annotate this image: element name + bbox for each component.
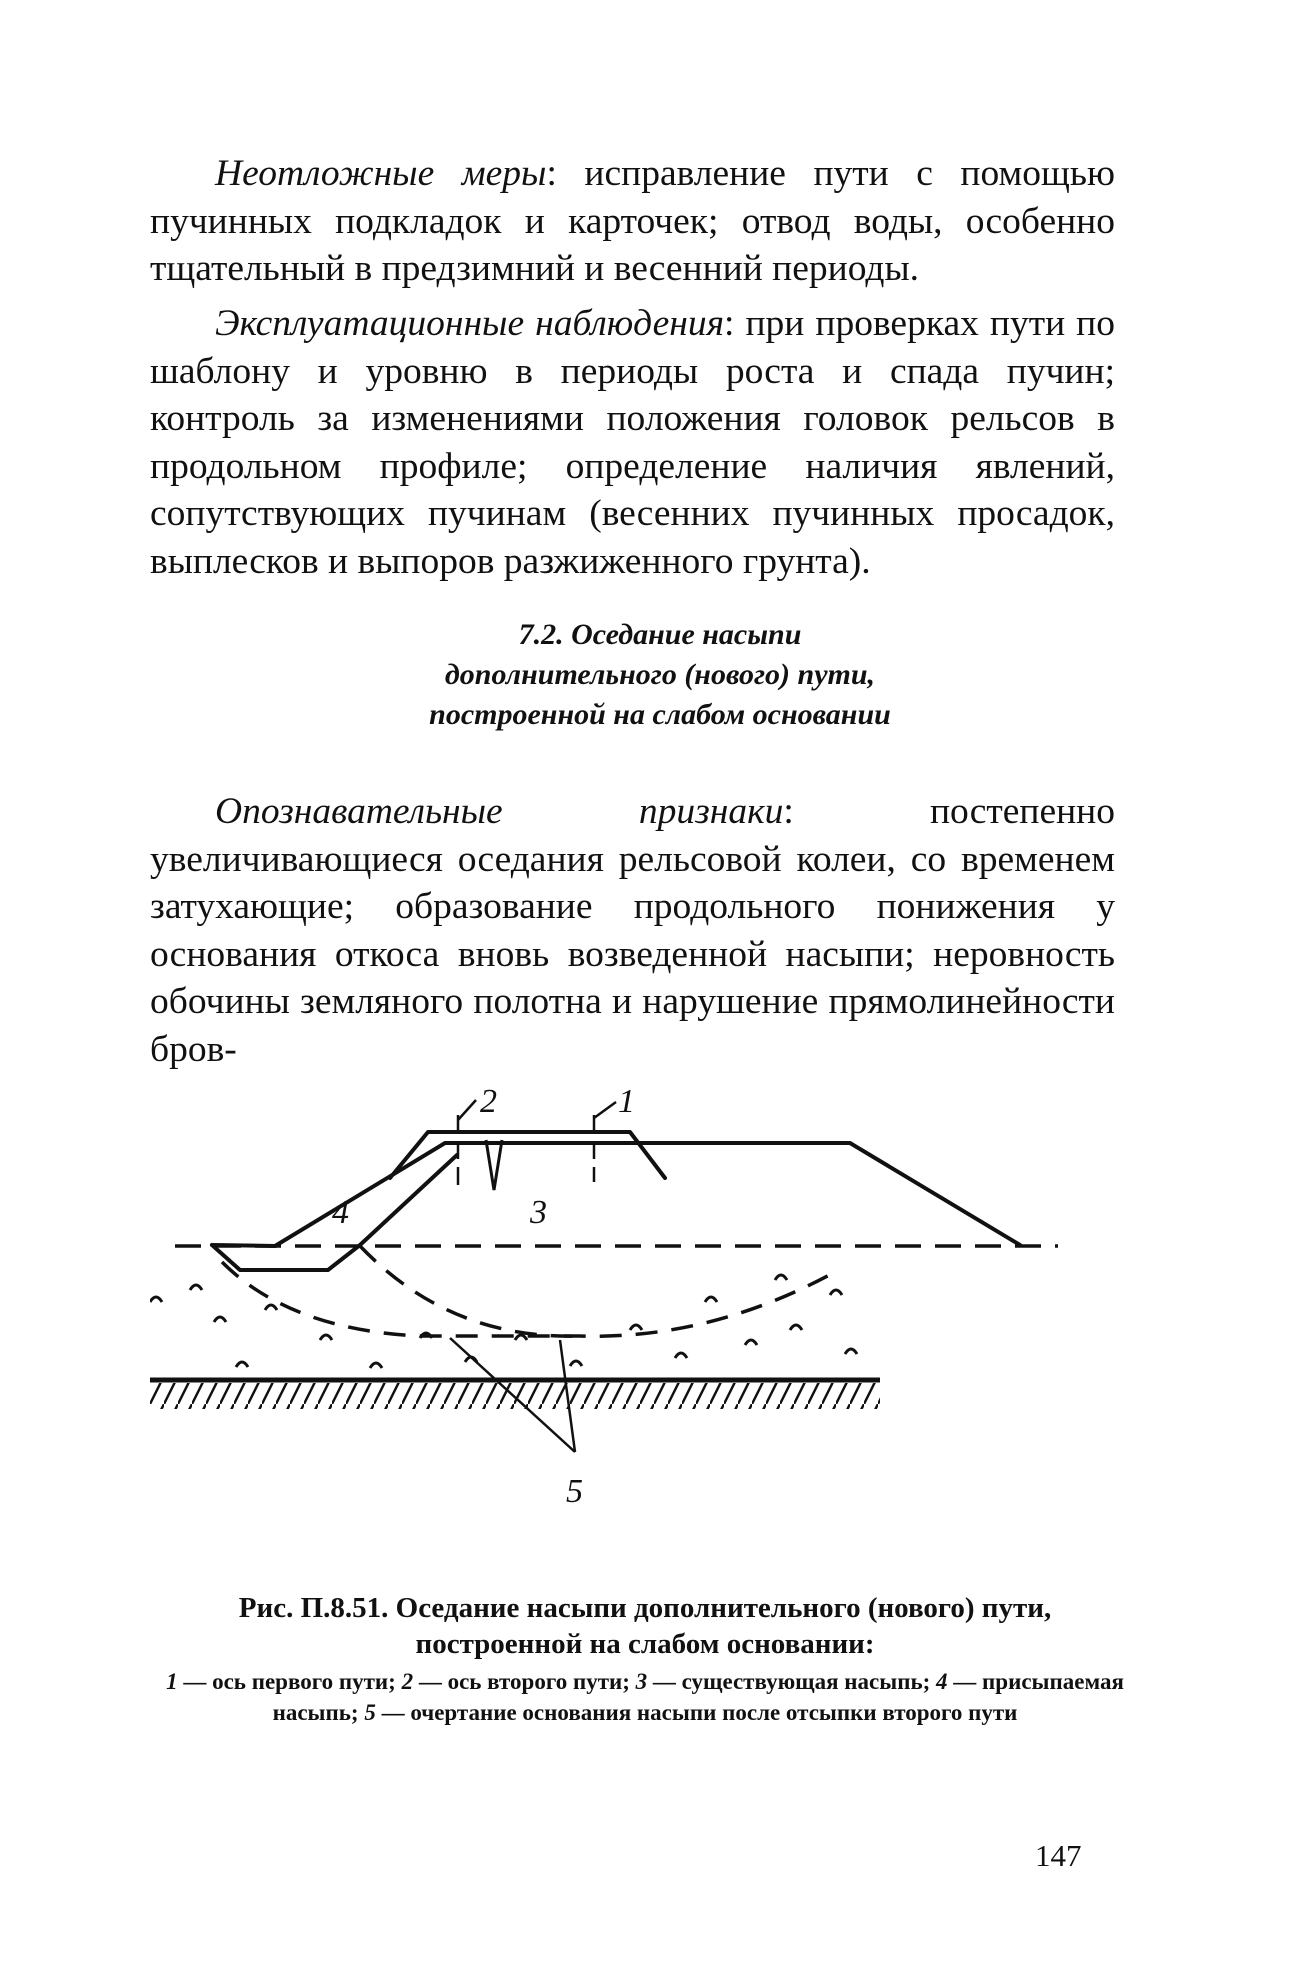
legend-text: — существующая насыпь; (647, 1669, 937, 1694)
paragraph-text: : исправление пути с помощью пучинных подкладок и карточек; отвод воды, особенно тщательный в предзимний и весенний периоды. (150, 153, 1115, 289)
page-number: 147 (1035, 1838, 1082, 1873)
legend-num: 1 (166, 1669, 178, 1694)
caption-title-line: построенной на слабом основании: (415, 1628, 875, 1660)
paragraph-signs (150, 788, 1115, 1073)
paragraph-text: : при проверках пути по шаблону и уровню в периоды роста и спада пучин; контроль за изменениями положения головок рельсов в продольном профиле; определение наличия явлений, сопутствующих пучинам (весенних пучинных просадок, выплесков и выпоров разжиженного грунта). (150, 303, 1115, 582)
term-signs: Опознавательные признаки (215, 791, 784, 832)
legend-num: 4 (936, 1669, 948, 1694)
label-5: 5 (566, 1473, 583, 1510)
paragraph-urgent-measures (150, 150, 1115, 293)
term-urgent-measures: Неотложные меры (215, 153, 547, 194)
heading-line: дополнительного (нового) пути, (444, 658, 876, 691)
existing-embankment-body (275, 1143, 1020, 1246)
caption-title (150, 1590, 1140, 1662)
leader-2 (458, 1100, 476, 1120)
label-4: 4 (332, 1194, 349, 1231)
bedrock-hatch (150, 1383, 880, 1409)
crack-mark (486, 1140, 502, 1190)
paragraph-text: : постепенно увеличивающиеся оседания рельсовой колеи, со временем затухающие; образование продольного понижения у основания откоса вновь возведенной насыпи; неровность обочины земляного полотна и нарушение прямолинейности бров- (150, 791, 1115, 1070)
legend-num: 3 (635, 1669, 648, 1694)
label-1: 1 (618, 1083, 635, 1120)
heading-line: построенной на слабом основании (429, 698, 891, 731)
settlement-curve (222, 1262, 835, 1336)
legend-num: 5 (364, 1700, 376, 1725)
legend-text: — ось первого пути; (177, 1669, 402, 1694)
caption-legend (150, 1666, 1140, 1728)
leader-1 (594, 1102, 616, 1118)
embankment-diagram (150, 1040, 1110, 1560)
legend-text: — присыпаемая насыпь; (272, 1669, 1124, 1725)
legend-text: — ось второго пути; (413, 1669, 636, 1694)
legend-num: 2 (401, 1669, 414, 1694)
figure-caption (150, 1590, 1140, 1728)
caption-title-line: Рис. П.8.51. Оседание насыпи дополнительного (нового) пути, (238, 1592, 1052, 1624)
paragraph-observations (150, 300, 1115, 585)
legend-text: — очертание основания насыпи после отсыпки второго пути (375, 1700, 1018, 1725)
upper-track-platform (390, 1132, 665, 1178)
settlement-curve-inner (360, 1246, 580, 1336)
label-3: 3 (530, 1194, 547, 1231)
label-2: 2 (480, 1083, 497, 1120)
heading-line: 7.2. Оседание насыпи (518, 618, 802, 651)
section-heading (300, 615, 1020, 735)
term-observations: Эксплуатационные наблюдения (215, 303, 725, 344)
